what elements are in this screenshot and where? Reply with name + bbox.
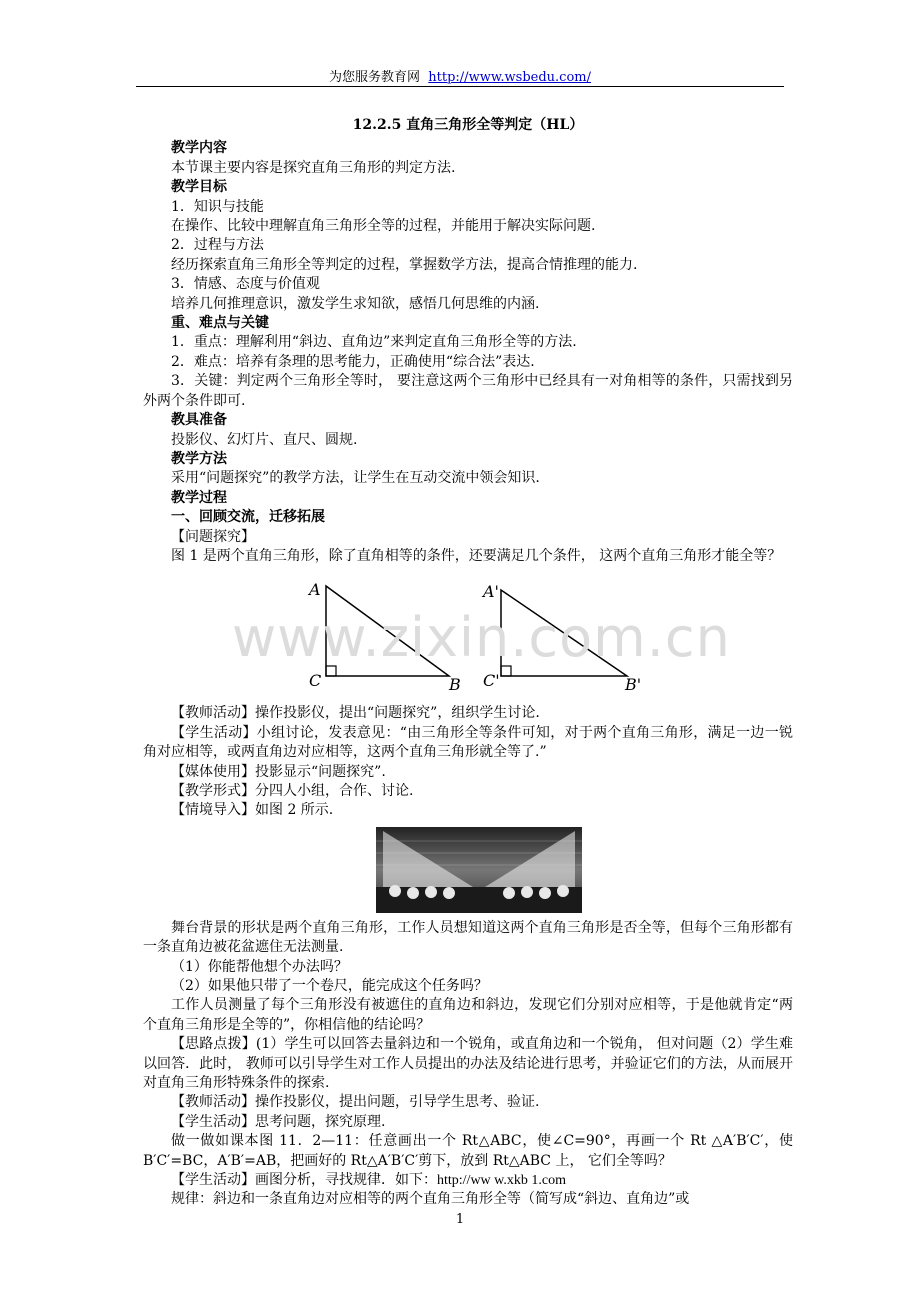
heading-part1: 一、回顾交流，迁移拓展 <box>171 509 325 526</box>
rule-text: 规律：斜边和一条直角边对应相等的两个直角三角形全等（简写成“斜边、直角边”或 <box>171 1191 690 1208</box>
header-url-link[interactable]: http://www.wsbedu.com/ <box>428 70 591 85</box>
question-1: （1）你能帮他想个办法吗？ <box>171 958 348 975</box>
tools-text: 投影仪、幻灯片、直尺、圆规. <box>171 431 358 448</box>
method-text: 采用“问题探究”的教学方法，让学生在互动交流中领会知识. <box>171 470 540 487</box>
page-header <box>0 66 920 85</box>
label-a-prime: A' <box>483 582 499 602</box>
worker-text: 工作人员测量了每个三角形没有被遮住的直角边和斜边，发现它们分别对应相等，于是他就肯定“两个直角三角形是全等的”，你相信他的结论吗？ <box>143 997 793 1033</box>
question-2: （2）如果他只带了一个卷尺，能完成这个任务吗？ <box>171 978 488 994</box>
problem-text: 图 1 是两个直角三角形，除了直角相等的条件，还要满足几个条件， 这两个直角三角形才能全等？ <box>171 547 782 564</box>
label-b-prime: B' <box>625 675 642 695</box>
heading-process: 教学过程 <box>171 489 227 506</box>
label-a: A <box>309 580 321 600</box>
label-c-prime: C' <box>483 671 500 691</box>
key-point-2: 2．难点：培养有条理的思考能力，正确使用“综合法”表达. <box>171 353 535 370</box>
heading-key-points: 重、难点与关键 <box>171 315 269 332</box>
watermark: www.zixin.com.cn <box>232 606 731 669</box>
heading-content: 教学内容 <box>171 140 227 157</box>
heading-tools: 教具准备 <box>171 412 227 429</box>
teacher-activity-1: 【教师活动】操作投影仪，提出“问题探究”，组织学生讨论. <box>171 705 540 722</box>
goal3-text: 培养几何推理意识，激发学生求知欲，感悟几何思维的内涵. <box>171 295 540 312</box>
goal2-title: 2．过程与方法 <box>171 237 264 254</box>
content-text: 本节课主要内容是探究直角三角形的判定方法. <box>171 159 456 176</box>
problem-tag: 【问题探究】 <box>171 528 255 545</box>
student-activity-2: 【学生活动】思考问题，探究原理. <box>171 1113 386 1130</box>
heading-method: 教学方法 <box>171 450 227 467</box>
label-c: C <box>309 671 322 691</box>
key-point-1: 1．重点：理解利用“斜边、直角边”来判定直角三角形全等的方法. <box>171 334 577 351</box>
figure-2-stage-photo <box>143 827 793 915</box>
teaching-form-1: 【教学形式】分四人小组，合作、讨论. <box>171 782 414 799</box>
goal2-text: 经历探索直角三角形全等判定的过程，掌握数学方法，提高合情推理的能力. <box>171 256 638 273</box>
try-text: 做一做如课本图 11．2—11：任意画出一个 Rt△ABC，使∠C=90°，再画一个 Rt △A′B′C′，使 B′C′=BC，A′B′=AB，把画好的 Rt△A′B′C′剪下，放到 Rt△ABC 上， 它们全等吗？ <box>143 1133 793 1169</box>
media-use-1: 【媒体使用】投影显示“问题探究”. <box>171 763 386 780</box>
heading-goals: 教学目标 <box>171 179 227 196</box>
goal3-title: 3．情感、态度与价值观 <box>171 276 320 293</box>
hint-text: 【思路点拨】(1）学生可以回答去量斜边和一个锐角，或直角边和一个锐角， 但对问题（2）学生难以回答．此时， 教师可以引导学生对工作人员提出的办法及结论进行思考，并验证它们的方法，从而展开对直角三角形特殊条件的探索. <box>143 1036 793 1092</box>
stage-floor <box>376 887 582 913</box>
teacher-activity-2: 【教师活动】操作投影仪，提出问题，引导学生思考、验证. <box>171 1094 540 1111</box>
page-number: 1 <box>455 1212 465 1227</box>
student-activity-3 <box>143 1171 793 1190</box>
doc-title: 12.2.5 直角三角形全等判定（HL） <box>352 117 584 133</box>
student-activity-3-text: 【学生活动】画图分析，寻找规律．如下： <box>171 1172 437 1189</box>
stage-photo-svg <box>143 827 793 915</box>
goal1-text: 在操作、比较中理解直角三角形全等的过程，并能用于解决实际问题. <box>171 218 596 235</box>
key-point-3: 3．关键：判定两个三角形全等时， 要注意这两个三角形中已经具有一对角相等的条件，只需找到另外两个条件即可. <box>143 373 793 409</box>
stage-text: 舞台背景的形状是两个直角三角形，工作人员想知道这两个直角三角形是否全等，但每个三角形都有一条直角边被花盆遮住无法测量. <box>143 919 793 956</box>
header-rule <box>136 86 784 87</box>
goal1-title: 1．知识与技能 <box>171 198 264 215</box>
student-activity-1: 【学生活动】小组讨论，发表意见：“由三角形全等条件可知，对于两个直角三角形，满足一边一锐角对应相等，或两直角边对应相等，这两个直角三角形就全等了.” <box>143 724 793 761</box>
label-b: B <box>449 675 461 695</box>
student-activity-3-url[interactable]: http://ww w.xkb 1.com <box>437 1173 566 1189</box>
header-site: 为您服务教育网 <box>329 70 421 85</box>
scene-intro-1: 【情境导入】如图 2 所示. <box>171 802 334 819</box>
